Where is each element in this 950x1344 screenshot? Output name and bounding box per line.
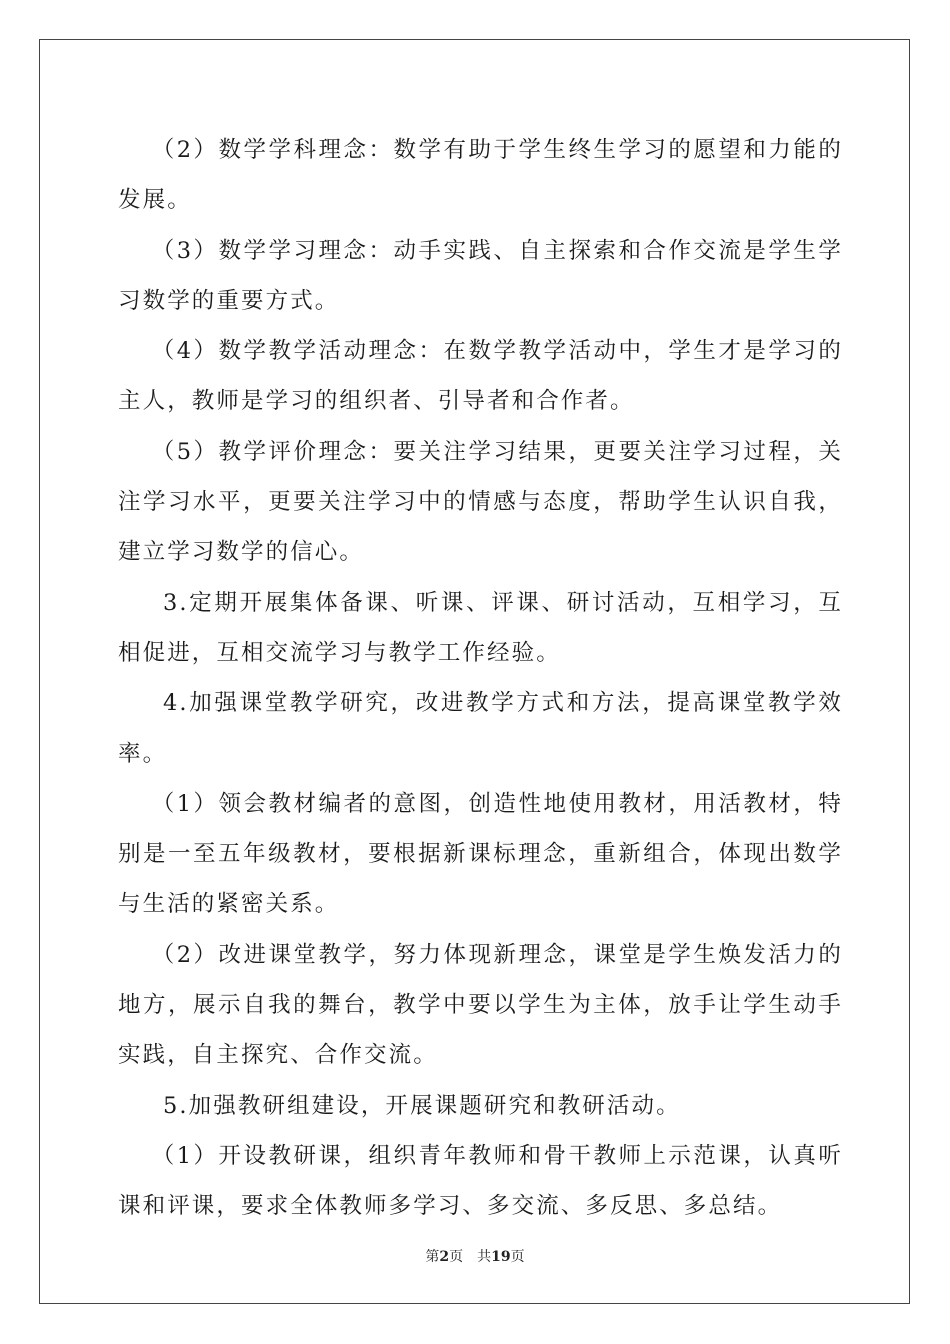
total-pages: 19 <box>491 1249 511 1265</box>
total-suffix: 页 <box>510 1249 525 1265</box>
paragraph: 5.加强教研组建设，开展课题研究和教研活动。 <box>163 1092 681 1119</box>
paragraph: （4）数学教学活动理念：在数学教学活动中，学生才是学习的主人，教师是学习的组织者、引导者和合作者。 <box>118 338 843 415</box>
paragraph: 4.加强课堂教学研究，改进教学方式和方法，提高课堂教学效率。 <box>118 690 843 767</box>
page-number: 2 <box>439 1249 450 1265</box>
paragraph: （5）教学评价理念：要关注学习结果，更要关注学习过程，关注学习水平，更要关注学习中的情感与态度，帮助学生认识自我，建立学习数学的信心。 <box>118 438 843 566</box>
total-prefix: 共 <box>477 1249 492 1265</box>
paragraph: 3.定期开展集体备课、听课、评课、研讨活动，互相学习，互相促进，互相交流学习与教学工作经验。 <box>118 589 843 666</box>
page-footer <box>0 1246 950 1266</box>
document-body <box>118 125 843 1232</box>
paragraph: （3）数学学习理念：动手实践、自主探索和合作交流是学生学习数学的重要方式。 <box>118 237 843 314</box>
paragraph: （1）领会教材编者的意图，创造性地使用教材，用活教材，特别是一至五年级教材，要根据新课标理念，重新组合，体现出数学与生活的紧密关系。 <box>118 790 843 918</box>
paragraph: （2）数学学科理念：数学有助于学生终生学习的愿望和力能的发展。 <box>118 137 843 214</box>
paragraph: （2）改进课堂教学，努力体现新理念，课堂是学生焕发活力的地方，展示自我的舞台，教学中要以学生为主体，放手让学生动手实践，自主探究、合作交流。 <box>118 941 843 1069</box>
page-prefix: 第 <box>425 1249 440 1265</box>
paragraph: （1）开设教研课，组织青年教师和骨干教师上示范课，认真听课和评课，要求全体教师多学习、多交流、多反思、多总结。 <box>118 1142 843 1220</box>
page-suffix: 页 <box>449 1249 464 1265</box>
